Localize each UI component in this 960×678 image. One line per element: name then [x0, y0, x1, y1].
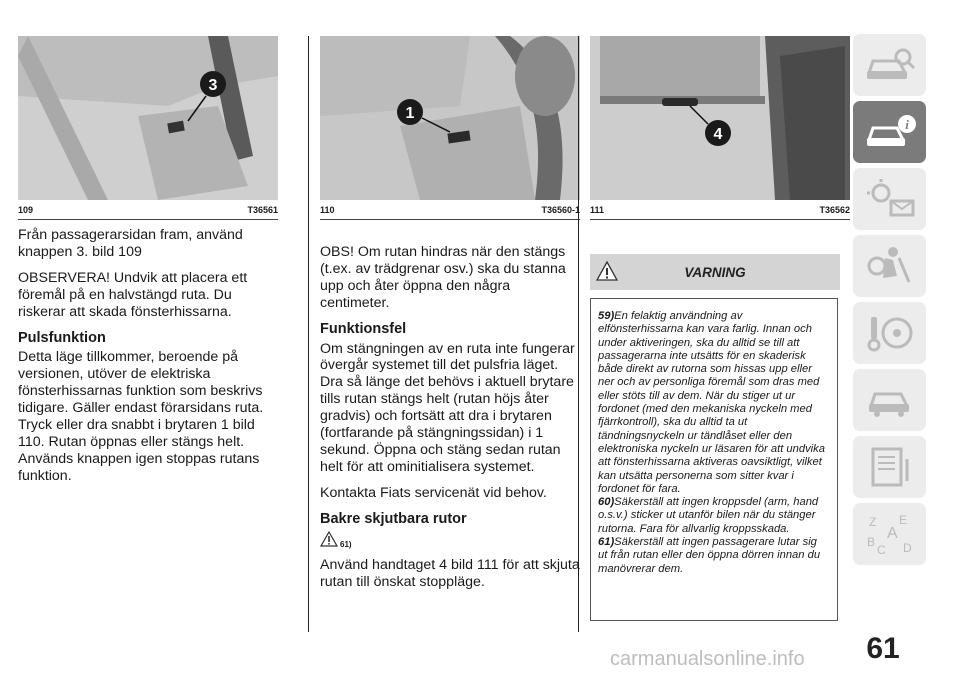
- warning-item-text: En felaktig användning av elfönsterhissarna kan vara farlig. Innan och under aktiveringen, ska du alltid se till att passagerarna inte utsätts för en skaderisk både direkt av rutorna som hissas upp eller ner och av personliga föremål som dras med eller stöts till av dem. När du stiger ut ur fordonet (med den mekaniska nyckeln med fjärrkontroll), ska du alltid ta ut tändningsnyckeln ur tändlåset eller den elektroniska nyckeln ur läsaren för att undvika att fönsterhissarna aktiveras oavsiktligt, vilket kan utsätta personerna som sitter kvar i fordonet för fara.: [598, 310, 825, 495]
- figure-111-caption: [590, 205, 850, 219]
- warning-title: VARNING: [684, 265, 746, 280]
- figure-number: 109: [18, 205, 34, 215]
- warning-item-text: Säkerställ att ingen passagerare lutar sig ut från rutan eller den öppna dörren innan du manövrerar dem.: [598, 536, 821, 575]
- figure-number: 110: [320, 205, 335, 215]
- caption-rule: [590, 219, 850, 220]
- figure-109-image: [18, 36, 278, 200]
- warning-item-number: 60): [598, 496, 615, 509]
- tab-airbag-seat[interactable]: [853, 235, 926, 297]
- column-1-text: [18, 227, 280, 494]
- airbag-seat-icon: [863, 244, 917, 288]
- sliding-window-illustration: [590, 36, 850, 200]
- warning-item: [598, 536, 829, 576]
- svg-text:Z: Z: [868, 515, 876, 529]
- section-heading: Pulsfunktion: [18, 329, 106, 346]
- svg-text:i: i: [904, 117, 909, 132]
- car-info-icon: [863, 110, 917, 154]
- warning-item-text: Säkerställ att ingen kroppsdel (arm, hand o.s.v.) sticker ut utanför bilen när du stänger rutorna. Fara för allvarlig kroppsskada.: [598, 496, 819, 535]
- figure-109-caption: [18, 205, 278, 219]
- figure-111-image: [590, 36, 850, 200]
- paragraph: OBSERVERA! Undvik att placera ett föremål på en halvstängd ruta. Du riskerar att skada fönsterhissarna.: [18, 269, 248, 320]
- section-heading: Bakre skjutbara rutor: [320, 510, 467, 527]
- warning-reference: [320, 531, 582, 551]
- tab-car-service[interactable]: [853, 369, 926, 431]
- warning-triangle-icon: [320, 531, 338, 547]
- section-heading: Funktionsfel: [320, 320, 407, 337]
- alphabet-index-icon: [863, 512, 917, 556]
- door-switch-passenger-illustration: [18, 36, 278, 200]
- warning-body: [590, 298, 838, 621]
- caption-rule: [320, 219, 580, 220]
- figure-code: T36562: [819, 205, 850, 215]
- checklist-icon: [863, 445, 917, 489]
- paragraph: Detta läge tillkommer, beroende på versionen, utöver de elektriska fönsterhissarnas funktion som beskrivs tidigare. Gäller endast förarsidans ruta. Tryck eller dra snabbt i brytaren 1 bild 110. Rutan öppnas eller stängs helt. Används knappen igen stoppas rutans funktion.: [18, 349, 264, 484]
- tab-lights-message[interactable]: [853, 168, 926, 230]
- callout-3: 3: [208, 77, 218, 94]
- svg-text:A: A: [886, 525, 898, 542]
- warning-header: [590, 254, 840, 290]
- page-number: 61: [866, 632, 900, 665]
- figure-110-caption: [320, 205, 580, 219]
- tab-key-steering[interactable]: [853, 302, 926, 364]
- svg-text:C: C: [876, 543, 886, 556]
- warning-item: [598, 310, 829, 496]
- callout-4: 4: [713, 126, 723, 143]
- tab-alphabet-index[interactable]: [853, 503, 926, 565]
- column-2-text: [320, 244, 582, 599]
- key-steering-icon: [863, 311, 917, 355]
- watermark: carmanualsonline.info: [610, 648, 805, 670]
- warning-item-number: 59): [598, 310, 615, 322]
- caption-rule: [18, 219, 278, 220]
- car-search-icon: [863, 43, 917, 87]
- car-service-icon: [863, 378, 917, 422]
- paragraph: Om stängningen av en ruta inte fungerar övergår systemet till det pulsfria läget. Dra så länge det behövs i aktuell brytare tills rutan stängs helt (rutan höjs åter gradvis) och fortsätt att dra i brytaren (fortfarande på stängningssidan) i 1 sekund. Öppna och stäng sedan rutan helt för att ominitialisera systemet.: [320, 340, 575, 475]
- paragraph: OBS! Om rutan hindras när den stängs (t.ex. av trädgrenar osv.) ska du stanna upp och åter öppna den några centimeter.: [320, 244, 566, 311]
- svg-text:B: B: [866, 535, 875, 549]
- paragraph: Från passagerarsidan fram, använd knappen 3. bild 109: [18, 227, 243, 260]
- paragraph: Kontakta Fiats servicenät vid behov.: [320, 484, 547, 501]
- column-divider: [308, 36, 309, 632]
- svg-text:E: E: [898, 513, 907, 527]
- lights-message-icon: [863, 177, 917, 221]
- chapter-tabs: [853, 34, 926, 570]
- figure-110-image: [320, 36, 580, 200]
- tab-car-info[interactable]: [853, 101, 926, 163]
- warning-item-number: 61): [598, 536, 615, 549]
- paragraph: Använd handtaget 4 bild 111 för att skjuta rutan till önskat stoppläge.: [320, 556, 580, 590]
- callout-1: 1: [405, 105, 415, 122]
- warning-ref-number: 61): [340, 539, 352, 549]
- figure-code: T36561: [247, 205, 278, 215]
- figure-number: 111: [590, 205, 605, 215]
- tab-checklist[interactable]: [853, 436, 926, 498]
- door-switch-driver-illustration: [320, 36, 580, 200]
- svg-text:D: D: [902, 541, 912, 555]
- warning-item: [598, 496, 829, 536]
- figure-code: T36560-1: [541, 205, 580, 215]
- tab-car-search[interactable]: [853, 34, 926, 96]
